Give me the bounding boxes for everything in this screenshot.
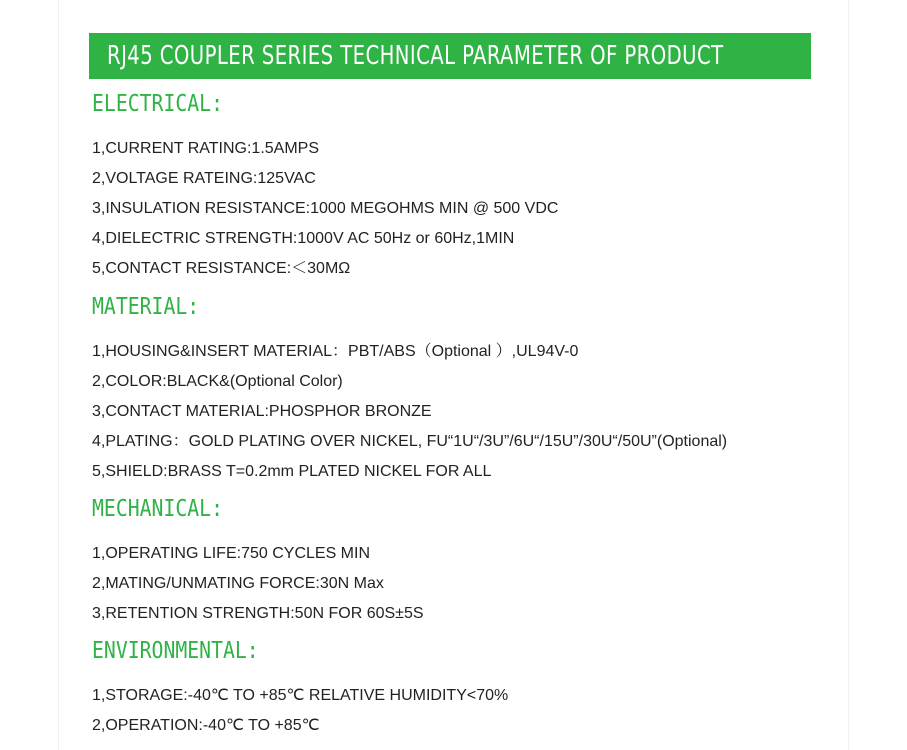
spec-line-environmental-2: 2,OPERATION:-40℃ TO +85℃ xyxy=(92,717,320,734)
spec-line-material-4: 4,PLATING：GOLD PLATING OVER NICKEL, FU“1U“/3U”/6U“/15U”/30U“/50U”(Optional) xyxy=(92,433,728,450)
spec-line-material-1: 1,HOUSING&INSERT MATERIAL：PBT/ABS（Optional ）,UL94V-0 xyxy=(92,343,579,360)
spec-line-material-2: 2,COLOR:BLACK&(Optional Color) xyxy=(92,373,343,390)
left-page-edge xyxy=(58,0,59,750)
page-title: RJ45 COUPLER SERIES TECHNICAL PARAMETER OF PRODUCT xyxy=(107,41,724,71)
spec-line-material-3: 3,CONTACT MATERIAL:PHOSPHOR BRONZE xyxy=(92,403,432,420)
spec-line-mechanical-2: 2,MATING/UNMATING FORCE:30N Max xyxy=(92,575,384,592)
spec-line-electrical-4: 4,DIELECTRIC STRENGTH:1000V AC 50Hz or 60Hz,1MIN xyxy=(92,230,515,247)
spec-line-environmental-1: 1,STORAGE:-40℃ TO +85℃ RELATIVE HUMIDITY<70% xyxy=(92,687,509,704)
spec-line-mechanical-1: 1,OPERATING LIFE:750 CYCLES MIN xyxy=(92,545,371,562)
section-heading-mechanical: MECHANICAL: xyxy=(92,496,224,522)
spec-line-electrical-5: 5,CONTACT RESISTANCE:＜30MΩ xyxy=(92,260,351,277)
section-heading-electrical: ELECTRICAL: xyxy=(92,91,224,117)
spec-line-mechanical-3: 3,RETENTION STRENGTH:50N FOR 60S±5S xyxy=(92,605,424,622)
title-banner xyxy=(89,33,811,79)
spec-line-electrical-3: 3,INSULATION RESISTANCE:1000 MEGOHMS MIN @ 500 VDC xyxy=(92,200,559,217)
spec-line-electrical-2: 2,VOLTAGE RATEING:125VAC xyxy=(92,170,316,187)
right-page-edge xyxy=(848,0,849,750)
spec-line-material-5: 5,SHIELD:BRASS T=0.2mm PLATED NICKEL FOR ALL xyxy=(92,463,492,480)
section-heading-material: MATERIAL: xyxy=(92,294,200,320)
spec-line-electrical-1: 1,CURRENT RATING:1.5AMPS xyxy=(92,140,320,157)
section-heading-environmental: ENVIRONMENTAL: xyxy=(92,638,259,664)
